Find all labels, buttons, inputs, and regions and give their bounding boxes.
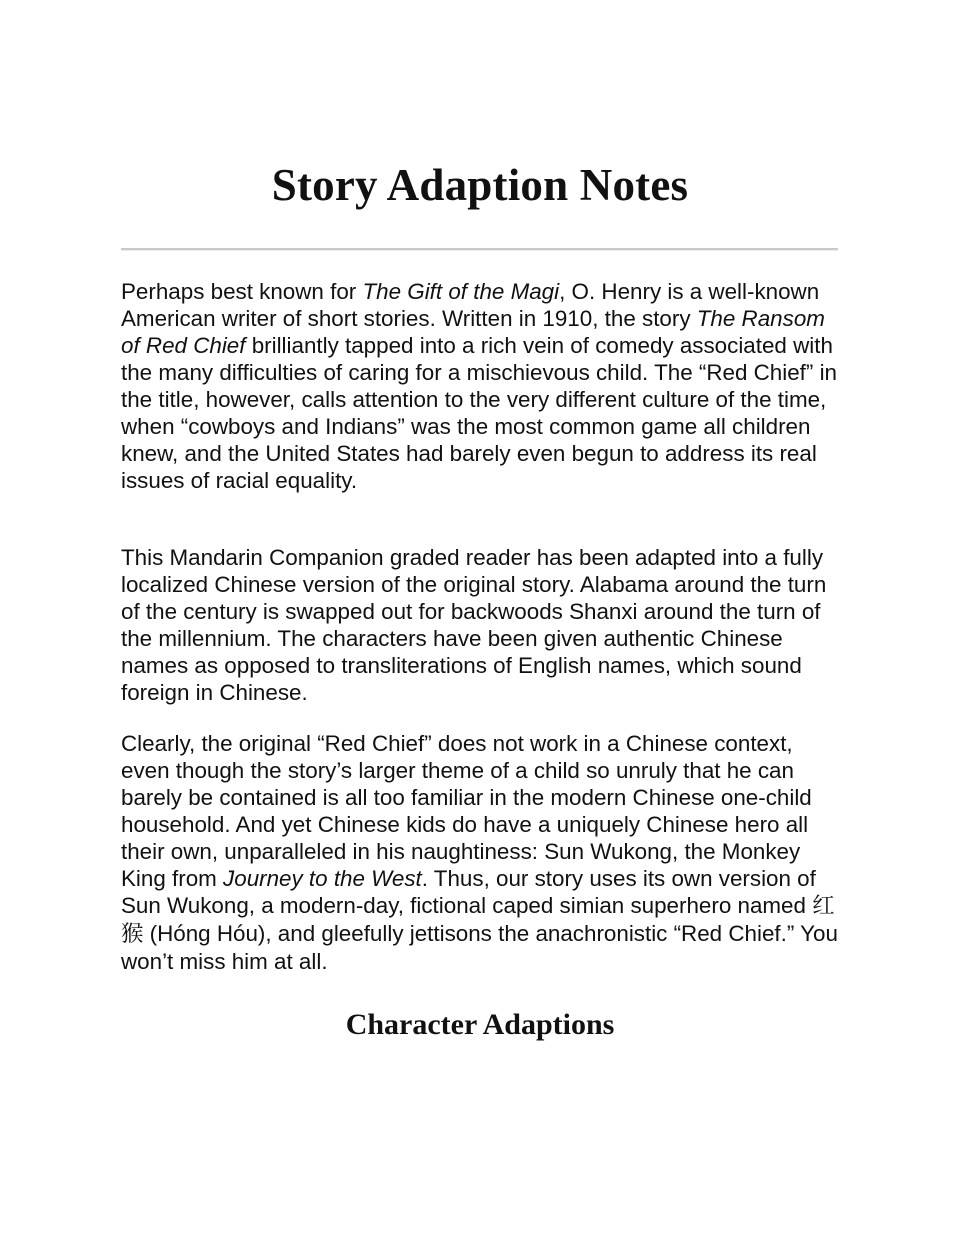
paragraph-red-chief-text-1: Clearly, the original “Red Chief” does not work in a Chinese context, even though the story’s larger theme of a child so unruly that he can barely be contained is all too familiar in the modern Chinese one-child household. And yet Chinese kids do have a uniquely Chinese hero all their own, unparalleled in his naughtiness: Sun Wukong, the Monkey King from: [121, 731, 812, 891]
paragraph-red-chief-text-3: (Hóng Hóu), and gleefully jettisons the anachronistic “Red Chief.” You won’t miss him at all.: [121, 921, 838, 974]
section-heading: Character Adaptions: [345, 1008, 615, 1041]
page-title: Story Adaption Notes: [271, 160, 689, 210]
paragraph-intro: [121, 278, 841, 494]
paragraph-localization: [121, 544, 841, 706]
paragraph-red-chief: [121, 730, 841, 975]
paragraph-intro-text-1: Perhaps best known for: [121, 279, 363, 304]
book-title-journey-to-the-west: Journey to the West: [223, 866, 422, 891]
paragraph-intro-text-3: brilliantly tapped into a rich vein of comedy associated with the many difficulties of caring for a mischievous child. The “Red Chief” in the title, however, calls attention to the very different culture of the time, when “cowboys and Indians” was the most common game all children knew, and the United States had barely even begun to address its real issues of racial equality.: [121, 333, 837, 493]
paragraph-intro-text-2: , O. Henry is a well-known American writer of short stories. Written in 1910, the story: [121, 279, 820, 331]
horizontal-divider: [121, 248, 838, 251]
paragraph-red-chief-text-2: . Thus, our story uses its own version of Sun Wukong, a modern-day, fictional caped simian superhero named: [121, 866, 816, 918]
chinese-name-hong-hou: 红猴: [121, 893, 835, 947]
book-title-gift-of-the-magi: The Gift of the Magi: [362, 279, 560, 304]
book-title-ransom-of-red-chief: The Ransom of Red Chief: [121, 306, 825, 358]
paragraph-localization-text: This Mandarin Companion graded reader has been adapted into a fully localized Chinese version of the original story. Alabama around the turn of the century is swapped out for backwoods Shanxi around the turn of the millennium. The characters have been given authentic Chinese names as opposed to transliterations of English names, which sound foreign in Chinese.: [121, 545, 827, 705]
